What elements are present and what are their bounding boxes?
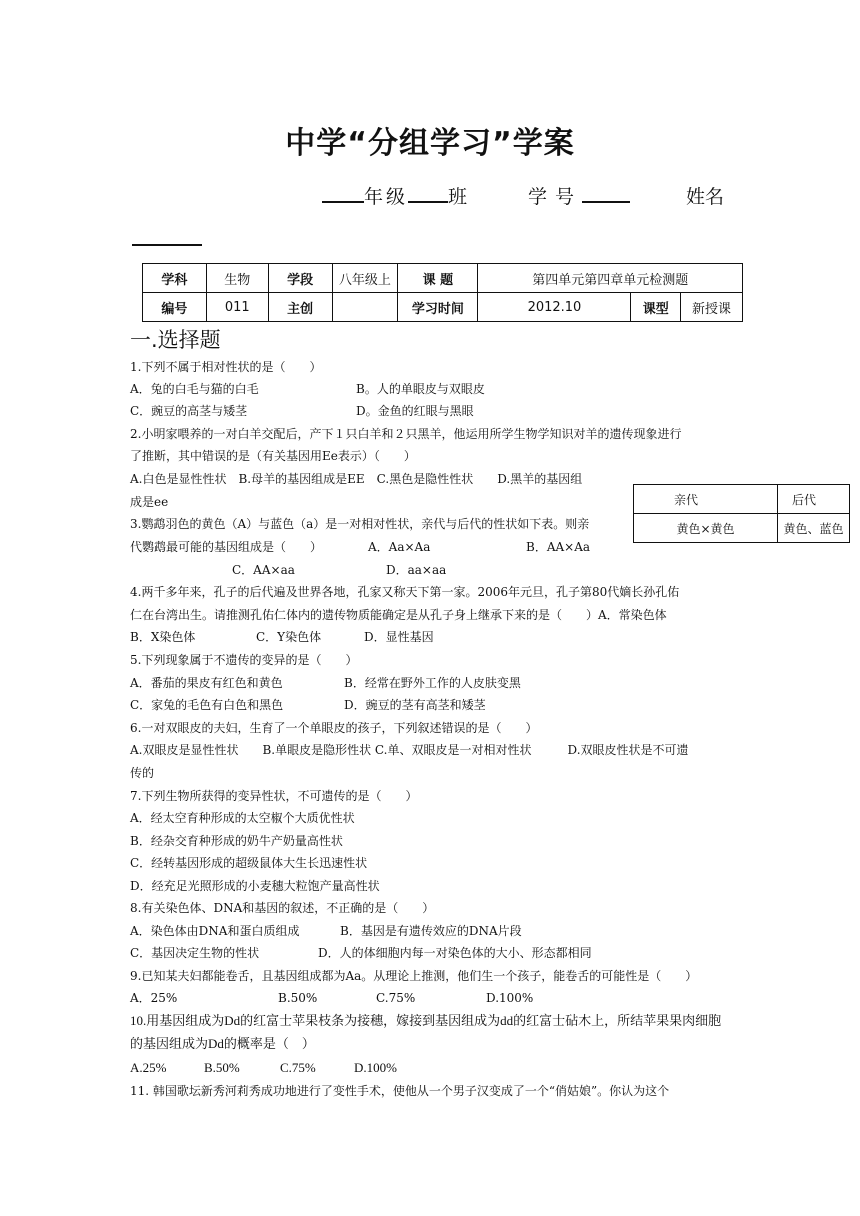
number-label: 学号 [528, 186, 583, 208]
number-field [528, 182, 630, 209]
grade-blank[interactable] [322, 183, 364, 203]
q3-option-d: D．aa×aa [386, 563, 447, 577]
lesson-meta-table [142, 263, 743, 322]
q10-option-b: B.50% [204, 1060, 240, 1075]
section-title: 一.选择题 [130, 328, 221, 352]
q1-stem: 1.下列不属于相对性状的是（ ） [130, 360, 322, 374]
q10-stem-line1: 10.用基因组成为Dd的红富士苹果枝条为接穗，嫁接到基因组成为dd的红富士砧木上，所结苹果果肉细胞 [130, 1013, 722, 1028]
q9-stem: 9.已知某夫妇都能卷舌，且基因组成都为Aa。从理论上推测，他们生一个孩子，能卷舌的可能性是（ ） [130, 969, 698, 983]
q2-options-line2: 成是ee [130, 495, 169, 509]
q5-option-a: A．番茄的果皮有红色和黄色 [130, 676, 283, 690]
q5-option-c: C．家兔的毛色有白色和黑色 [130, 698, 284, 712]
name-label: 姓名 [686, 186, 725, 208]
q9-option-c: C.75% [376, 991, 416, 1005]
number-blank[interactable] [582, 183, 630, 203]
q4-option-d: D．显性基因 [364, 630, 434, 644]
page-title: 中学“分组学习”学案 [285, 126, 575, 161]
q10-option-a: A.25% [130, 1060, 167, 1075]
q1-option-b: B。人的单眼皮与双眼皮 [356, 382, 485, 396]
q7-stem: 7.下列生物所获得的变异性状，不可遗传的是（ ） [130, 789, 418, 803]
q3-option-a: A．Aa×Aa [368, 540, 431, 554]
q8-option-b: B．基因是有遗传效应的DNA片段 [340, 924, 522, 938]
q6-stem: 6.一对双眼皮的夫妇，生育了一个单眼皮的孩子，下列叙述错误的是（ ） [130, 721, 538, 735]
type-label: 课型 [631, 293, 681, 322]
q10-stem-line2: 的基因组成为Dd的概率是（ ） [130, 1036, 315, 1051]
q6-options-line2: 传的 [130, 766, 155, 780]
q1-option-c: C．豌豆的高茎与矮茎 [130, 404, 248, 418]
q7-option-c: C．经转基因形成的超级鼠体大生长迅速性状 [130, 856, 368, 870]
q7-option-b: B．经杂交育种形成的奶牛产奶量高性状 [130, 834, 343, 848]
q3-option-c: C．AA×aa [232, 563, 295, 577]
class-label: 班 [448, 186, 468, 208]
q2-options-line1: A.白色是显性性状 B.母羊的基因组成是EE C.黑色是隐性性状 D.黑羊的基因组 [130, 472, 583, 486]
parent-header: 亲代 [634, 485, 778, 514]
q8-option-c: C．基因决定生物的性状 [130, 946, 260, 960]
q4-option-c: C．Y染色体 [256, 630, 322, 644]
name-blank[interactable] [132, 244, 202, 246]
q2-stem-line1: 2.小明家喂养的一对白羊交配后，产下１只白羊和２只黑羊，他运用所学生物学知识对羊的遗传现象进行 [130, 427, 682, 441]
grade-label: 年级 [364, 186, 409, 208]
type-value: 新授课 [681, 293, 743, 322]
q9-option-d: D.100% [486, 991, 534, 1005]
code-label: 编号 [143, 293, 207, 322]
class-blank[interactable] [408, 183, 448, 203]
q3-stem-line2: 代鹦鹉最可能的基因组成是（ ） [130, 540, 323, 554]
q8-stem: 8.有关染色体、DNA和基因的叙述，不正确的是（ ） [130, 901, 435, 915]
q1-option-a: A．兔的白毛与猫的白毛 [130, 382, 259, 396]
offspring-header: 后代 [778, 485, 850, 514]
offspring-value: 黄色、蓝色 [778, 514, 850, 543]
parrot-trait-table [633, 484, 850, 543]
author-label: 主创 [268, 293, 332, 322]
q1-option-d: D。金鱼的红眼与黑眼 [356, 404, 474, 418]
topic-label: 课 题 [398, 264, 478, 293]
q5-option-b: B．经常在野外工作的人皮肤变黑 [344, 676, 521, 690]
stage-label: 学段 [268, 264, 332, 293]
q3-stem-line1: 3.鹦鹉羽色的黄色（A）与蓝色（a）是一对相对性状，亲代与后代的性状如下表。则亲 [130, 517, 590, 531]
topic-value: 第四单元第四章单元检测题 [478, 264, 743, 293]
q8-option-d: D．人的体细胞内每一对染色体的大小、形态都相同 [318, 946, 592, 960]
q4-stem-line2: 仁在台湾出生。请推测孔佑仁体内的遗传物质能确定是从孔子身上继承下来的是（ ）A．常染色体 [130, 608, 667, 622]
q4-option-b: B．X染色体 [130, 630, 196, 644]
parent-value: 黄色×黄色 [634, 514, 778, 543]
q7-option-a: A．经太空育种形成的太空椒个大质优性状 [130, 811, 355, 825]
q8-option-a: A．染色体由DNA和蛋白质组成 [130, 924, 300, 938]
q11-stem-line1: 11. 韩国歌坛新秀河莉秀成功地进行了变性手术，使他从一个男子汉变成了一个“俏姑娘”。你认为这个 [130, 1084, 670, 1098]
grade-field [322, 182, 467, 209]
stage-value: 八年级上 [332, 264, 398, 293]
q9-option-a: A．25% [130, 991, 178, 1005]
q10-option-c: C.75% [280, 1060, 316, 1075]
q7-option-d: D．经充足光照形成的小麦穗大粒饱产量高性状 [130, 879, 380, 893]
code-value: 011 [206, 293, 268, 322]
q5-option-d: D．豌豆的茎有高茎和矮茎 [344, 698, 486, 712]
q4-stem-line1: 4.两千多年来，孔子的后代遍及世界各地，孔家又称天下第一家。2006年元旦，孔子第80代嫡长孙孔佑 [130, 585, 680, 599]
author-value [332, 293, 398, 322]
q10-option-d: D.100% [354, 1060, 397, 1075]
q9-option-b: B.50% [278, 991, 318, 1005]
q6-options-line1: A.双眼皮是显性性状 B.单眼皮是隐形性状 C.单、双眼皮是一对相对性状 D.双眼皮性状是不可遗 [130, 743, 689, 757]
time-label: 学习时间 [398, 293, 478, 322]
time-value: 2012.10 [478, 293, 631, 322]
subject-value: 生物 [206, 264, 268, 293]
q3-option-b: B．AA×Aa [526, 540, 591, 554]
subject-label: 学科 [143, 264, 207, 293]
q2-stem-line2: 了推断，其中错误的是（有关基因用Ee表示）（ ） [130, 449, 416, 463]
q5-stem: 5.下列现象属于不遗传的变异的是（ ） [130, 653, 358, 667]
